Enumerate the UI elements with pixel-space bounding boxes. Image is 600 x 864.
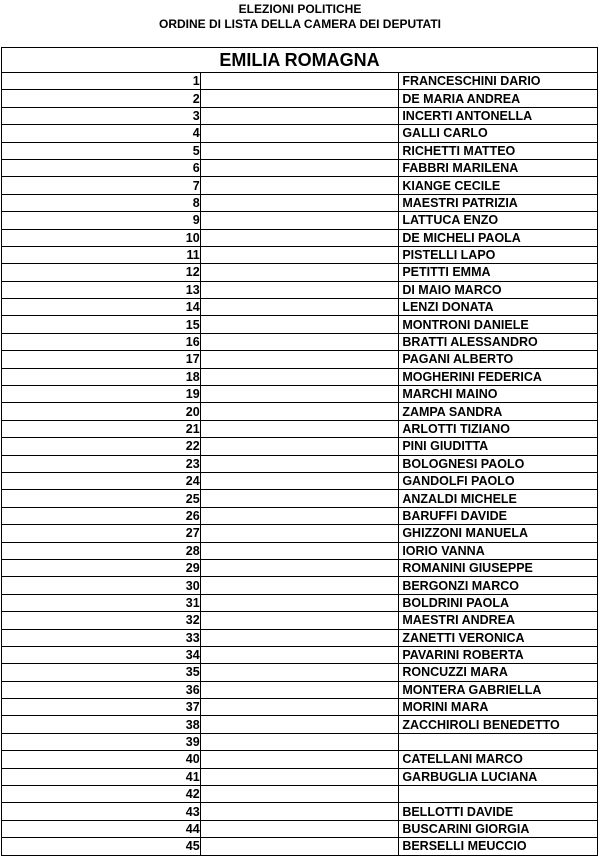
candidate-name: BARUFFI DAVIDE bbox=[399, 507, 598, 524]
candidate-name: DE MARIA ANDREA bbox=[399, 90, 598, 107]
candidate-number: 36 bbox=[2, 681, 201, 698]
candidate-row bbox=[2, 820, 598, 837]
candidate-number: 42 bbox=[2, 786, 201, 803]
region-row bbox=[2, 48, 598, 73]
document-header bbox=[0, 0, 600, 43]
candidate-row bbox=[2, 438, 598, 455]
empty-cell bbox=[200, 299, 399, 316]
candidate-name: ZAMPA SANDRA bbox=[399, 403, 598, 420]
candidate-number: 25 bbox=[2, 490, 201, 507]
candidate-number: 3 bbox=[2, 107, 201, 124]
candidate-row bbox=[2, 90, 598, 107]
candidate-row bbox=[2, 229, 598, 246]
candidate-row bbox=[2, 351, 598, 368]
candidate-name: CATELLANI MARCO bbox=[399, 751, 598, 768]
candidate-number: 32 bbox=[2, 612, 201, 629]
empty-cell bbox=[200, 786, 399, 803]
candidate-number: 28 bbox=[2, 542, 201, 559]
candidate-row bbox=[2, 768, 598, 785]
candidate-row bbox=[2, 177, 598, 194]
candidate-row bbox=[2, 751, 598, 768]
candidate-name bbox=[399, 733, 598, 750]
candidate-number: 6 bbox=[2, 159, 201, 176]
empty-cell bbox=[200, 472, 399, 489]
candidate-row bbox=[2, 368, 598, 385]
candidate-row bbox=[2, 403, 598, 420]
region-title: EMILIA ROMAGNA bbox=[2, 48, 598, 73]
empty-cell bbox=[200, 699, 399, 716]
candidate-name: PAGANI ALBERTO bbox=[399, 351, 598, 368]
candidate-number: 1 bbox=[2, 73, 201, 90]
candidate-name: PAVARINI ROBERTA bbox=[399, 646, 598, 663]
empty-cell bbox=[200, 316, 399, 333]
empty-cell bbox=[200, 681, 399, 698]
candidate-row bbox=[2, 559, 598, 576]
candidate-name: MAESTRI PATRIZIA bbox=[399, 194, 598, 211]
empty-cell bbox=[200, 716, 399, 733]
empty-cell bbox=[200, 612, 399, 629]
candidate-name: PISTELLI LAPO bbox=[399, 246, 598, 263]
empty-cell bbox=[200, 351, 399, 368]
candidate-number: 19 bbox=[2, 386, 201, 403]
candidate-row bbox=[2, 420, 598, 437]
empty-cell bbox=[200, 629, 399, 646]
candidate-row bbox=[2, 525, 598, 542]
candidate-number: 35 bbox=[2, 664, 201, 681]
empty-cell bbox=[200, 525, 399, 542]
empty-cell bbox=[200, 559, 399, 576]
candidate-name: BOLDRINI PAOLA bbox=[399, 594, 598, 611]
candidate-row bbox=[2, 455, 598, 472]
empty-cell bbox=[200, 577, 399, 594]
candidate-row bbox=[2, 733, 598, 750]
candidate-name: ZANETTI VERONICA bbox=[399, 629, 598, 646]
empty-cell bbox=[200, 73, 399, 90]
candidate-row bbox=[2, 577, 598, 594]
candidate-row bbox=[2, 316, 598, 333]
candidate-row bbox=[2, 646, 598, 663]
candidate-number: 34 bbox=[2, 646, 201, 663]
candidate-row bbox=[2, 699, 598, 716]
candidate-row bbox=[2, 159, 598, 176]
empty-cell bbox=[200, 107, 399, 124]
empty-cell bbox=[200, 229, 399, 246]
candidate-name: GARBUGLIA LUCIANA bbox=[399, 768, 598, 785]
candidate-row bbox=[2, 125, 598, 142]
candidate-name: GHIZZONI MANUELA bbox=[399, 525, 598, 542]
candidate-name: FRANCESCHINI DARIO bbox=[399, 73, 598, 90]
empty-cell bbox=[200, 490, 399, 507]
candidate-number: 20 bbox=[2, 403, 201, 420]
candidate-name: IORIO VANNA bbox=[399, 542, 598, 559]
candidate-number: 38 bbox=[2, 716, 201, 733]
candidate-name: BERGONZI MARCO bbox=[399, 577, 598, 594]
empty-cell bbox=[200, 438, 399, 455]
candidate-name: BUSCARINI GIORGIA bbox=[399, 820, 598, 837]
candidate-number: 17 bbox=[2, 351, 201, 368]
candidate-name: BRATTI ALESSANDRO bbox=[399, 333, 598, 350]
candidate-row bbox=[2, 281, 598, 298]
candidate-number: 11 bbox=[2, 246, 201, 263]
candidate-row bbox=[2, 838, 598, 855]
candidate-name: MAESTRI ANDREA bbox=[399, 612, 598, 629]
empty-cell bbox=[200, 246, 399, 263]
candidate-row bbox=[2, 507, 598, 524]
candidate-number: 12 bbox=[2, 264, 201, 281]
candidate-row bbox=[2, 333, 598, 350]
candidate-number: 43 bbox=[2, 803, 201, 820]
candidate-name: ARLOTTI TIZIANO bbox=[399, 420, 598, 437]
empty-cell bbox=[200, 768, 399, 785]
candidate-number: 30 bbox=[2, 577, 201, 594]
candidate-name: PETITTI EMMA bbox=[399, 264, 598, 281]
candidate-name: FABBRI MARILENA bbox=[399, 159, 598, 176]
candidate-number: 15 bbox=[2, 316, 201, 333]
candidate-number: 18 bbox=[2, 368, 201, 385]
empty-cell bbox=[200, 455, 399, 472]
candidate-number: 8 bbox=[2, 194, 201, 211]
candidate-name: DE MICHELI PAOLA bbox=[399, 229, 598, 246]
candidate-name: RONCUZZI MARA bbox=[399, 664, 598, 681]
candidate-row bbox=[2, 629, 598, 646]
candidate-name: RICHETTI MATTEO bbox=[399, 142, 598, 159]
candidate-name: DI MAIO MARCO bbox=[399, 281, 598, 298]
candidate-number: 33 bbox=[2, 629, 201, 646]
candidate-number: 21 bbox=[2, 420, 201, 437]
candidate-number: 7 bbox=[2, 177, 201, 194]
candidate-row bbox=[2, 386, 598, 403]
candidate-list-table bbox=[1, 47, 598, 856]
candidate-name bbox=[399, 786, 598, 803]
empty-cell bbox=[200, 420, 399, 437]
empty-cell bbox=[200, 803, 399, 820]
candidate-number: 40 bbox=[2, 751, 201, 768]
candidate-number: 31 bbox=[2, 594, 201, 611]
empty-cell bbox=[200, 646, 399, 663]
candidate-name: PINI GIUDITTA bbox=[399, 438, 598, 455]
candidate-row bbox=[2, 264, 598, 281]
candidate-name: LATTUCA ENZO bbox=[399, 212, 598, 229]
candidate-row bbox=[2, 803, 598, 820]
candidate-row bbox=[2, 681, 598, 698]
candidate-row bbox=[2, 194, 598, 211]
empty-cell bbox=[200, 368, 399, 385]
candidate-name: BOLOGNESI PAOLO bbox=[399, 455, 598, 472]
candidate-number: 39 bbox=[2, 733, 201, 750]
empty-cell bbox=[200, 403, 399, 420]
candidate-row bbox=[2, 107, 598, 124]
empty-cell bbox=[200, 90, 399, 107]
candidate-row bbox=[2, 716, 598, 733]
candidate-row bbox=[2, 73, 598, 90]
empty-cell bbox=[200, 507, 399, 524]
empty-cell bbox=[200, 820, 399, 837]
candidate-number: 14 bbox=[2, 299, 201, 316]
candidate-number: 2 bbox=[2, 90, 201, 107]
candidate-name: MARCHI MAINO bbox=[399, 386, 598, 403]
header-title: ELEZIONI POLITICHE bbox=[238, 2, 362, 16]
candidate-number: 23 bbox=[2, 455, 201, 472]
candidate-name: BELLOTTI DAVIDE bbox=[399, 803, 598, 820]
empty-cell bbox=[200, 386, 399, 403]
candidate-name: BERSELLI MEUCCIO bbox=[399, 838, 598, 855]
candidate-row bbox=[2, 594, 598, 611]
empty-cell bbox=[200, 177, 399, 194]
header-subtitle: ORDINE DI LISTA DELLA CAMERA DEI DEPUTATI bbox=[159, 17, 441, 31]
candidate-name: INCERTI ANTONELLA bbox=[399, 107, 598, 124]
empty-cell bbox=[200, 281, 399, 298]
empty-cell bbox=[200, 594, 399, 611]
candidate-name: LENZI DONATA bbox=[399, 299, 598, 316]
empty-cell bbox=[200, 838, 399, 855]
empty-cell bbox=[200, 542, 399, 559]
candidate-name: ROMANINI GIUSEPPE bbox=[399, 559, 598, 576]
candidate-name: ANZALDI MICHELE bbox=[399, 490, 598, 507]
candidate-row bbox=[2, 472, 598, 489]
candidate-number: 16 bbox=[2, 333, 201, 350]
empty-cell bbox=[200, 159, 399, 176]
candidate-number: 4 bbox=[2, 125, 201, 142]
empty-cell bbox=[200, 125, 399, 142]
candidate-name: MONTERA GABRIELLA bbox=[399, 681, 598, 698]
empty-cell bbox=[200, 333, 399, 350]
candidate-number: 5 bbox=[2, 142, 201, 159]
candidate-name: MONTRONI DANIELE bbox=[399, 316, 598, 333]
candidate-number: 41 bbox=[2, 768, 201, 785]
candidate-row bbox=[2, 612, 598, 629]
candidate-number: 45 bbox=[2, 838, 201, 855]
empty-cell bbox=[200, 751, 399, 768]
candidate-name: GANDOLFI PAOLO bbox=[399, 472, 598, 489]
empty-cell bbox=[200, 194, 399, 211]
empty-cell bbox=[200, 212, 399, 229]
candidate-number: 26 bbox=[2, 507, 201, 524]
candidate-number: 27 bbox=[2, 525, 201, 542]
candidate-number: 13 bbox=[2, 281, 201, 298]
candidate-number: 37 bbox=[2, 699, 201, 716]
candidate-number: 24 bbox=[2, 472, 201, 489]
candidate-row bbox=[2, 664, 598, 681]
empty-cell bbox=[200, 142, 399, 159]
empty-cell bbox=[200, 664, 399, 681]
candidate-number: 29 bbox=[2, 559, 201, 576]
candidate-row bbox=[2, 212, 598, 229]
empty-cell bbox=[200, 264, 399, 281]
candidate-name: GALLI CARLO bbox=[399, 125, 598, 142]
candidate-number: 22 bbox=[2, 438, 201, 455]
candidate-row bbox=[2, 299, 598, 316]
candidate-name: MOGHERINI FEDERICA bbox=[399, 368, 598, 385]
candidate-row bbox=[2, 490, 598, 507]
candidate-row bbox=[2, 786, 598, 803]
candidate-row bbox=[2, 246, 598, 263]
candidate-number: 44 bbox=[2, 820, 201, 837]
candidate-row bbox=[2, 542, 598, 559]
candidate-name: ZACCHIROLI BENEDETTO bbox=[399, 716, 598, 733]
candidate-number: 9 bbox=[2, 212, 201, 229]
candidate-name: KIANGE CECILE bbox=[399, 177, 598, 194]
candidate-number: 10 bbox=[2, 229, 201, 246]
empty-cell bbox=[200, 733, 399, 750]
candidate-name: MORINI MARA bbox=[399, 699, 598, 716]
candidate-row bbox=[2, 142, 598, 159]
